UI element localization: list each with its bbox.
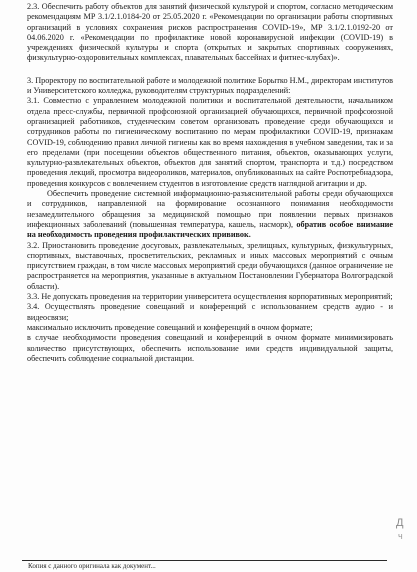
- paragraph-3-2: 3.2. Приостановить проведение досуговых, развлекательных, зрелищных, культурных, физкультурных, спортивных, выставочных, просветительских, рекламных и иных массовых мероприятий с очным присутствием граждан, в том числе массовых мероприятий среди обучающихся (данное ограничение не распространяется на мероприятия, указанные в актуальном Постановлении Губернатора Волгоградской области).: [27, 240, 393, 291]
- margin-mark-a: Д: [396, 517, 404, 529]
- paragraph-3-1: 3.1. Совместно с управлением молодежной политики и воспитательной деятельности, начальником отдела пресс-службы, первичной профсоюзной организацией обучающихся, первичной профсоюзной организацией работников, студенческим советом организовать проведение среди обучающихся и сотрудников работы по гигиеническому воспитанию по мерам профилактики COVID-19, признакам COVID-19, соблюдению правил личной гигиены как во время нахождения в учебном заведении, так и за его пределами (при посещении объектов общественного питания, объектов, оказывающих услуги, культурно-развлекательных объектов, объектов для занятий спортом, транспорта и т.д.) посредством проведения лекций, просмотра видеороликов, материалов, опубликованных на сайте Роспотребнадзора, проведения конкурсов с вовлечением студентов в изготовление средств наглядной агитации и др.: [27, 96, 393, 188]
- footer-copy-note: Копия с данного оригинала как документ...: [28, 562, 156, 570]
- paragraph-3-1-info-work-emphasis: обратив особое внимание на необходимость проведения профилактических прививок.: [27, 219, 394, 240]
- paragraph-3: 3. Проректору по воспитательной работе и молодежной политике Борытко Н.М., директорам институтов и Университетского колледжа, руководителям структурных подразделений:: [27, 75, 393, 96]
- paragraph-3-1-info-work-text: Обеспечить проведение системной информационно-разъяснительной работы среди обучающихся и сотрудников, направленной на формирование осознанного понимания необходимости незамедлительного обращения за медицинской помощью при появлении первых признаков инфекционных заболеваний (повышенная температура, кашель, насморк),: [27, 189, 393, 229]
- paragraph-3-3: 3.3. Не допускать проведения на территории университета осуществления корпоративных мероприятий;: [27, 292, 393, 302]
- paragraph-3-1-info-work: [27, 189, 393, 240]
- paragraph-3-4-minimize: в случае необходимости проведения совещаний и конференций в очном формате минимизировать количество присутствующих, обеспечить использование ими средств индивидуальной защиты, обеспечить соблюдение социальной дистанции.: [27, 333, 393, 363]
- paragraph-gap: [27, 64, 393, 76]
- paragraph-3-4: 3.4. Осуществлять проведение совещаний и конференций с использованием средств аудио - и видеосвязи;: [27, 302, 393, 322]
- paragraph-3-4-exclude: максимально исключить проведение совещаний и конференций в очном формате;: [27, 322, 313, 332]
- margin-mark-b: ч: [398, 531, 403, 541]
- document-body: [27, 2, 393, 364]
- footer-divider: [22, 560, 387, 561]
- paragraph-2-3: 2.3. Обеспечить работу объектов для занятий физической культурой и спортом, согласно методическим рекомендациям МР 3.1/2.1.0184-20 от 25.05.2020 г. «Рекомендации по организации работы спортивных организаций в условиях сохранения рисков распространения COVID-19», МР 3.1/2.1.0192-20 от 04.06.2020 г. «Рекомендации по профилактике новой коронавирусной инфекции (COVID-19) в учреждениях физической культуры и спорта (открытых и закрытых спортивных сооружениях, физкультурно-оздоровительных комплексах, плавательных бассейнах и фитнес-клубах)».: [27, 2, 393, 63]
